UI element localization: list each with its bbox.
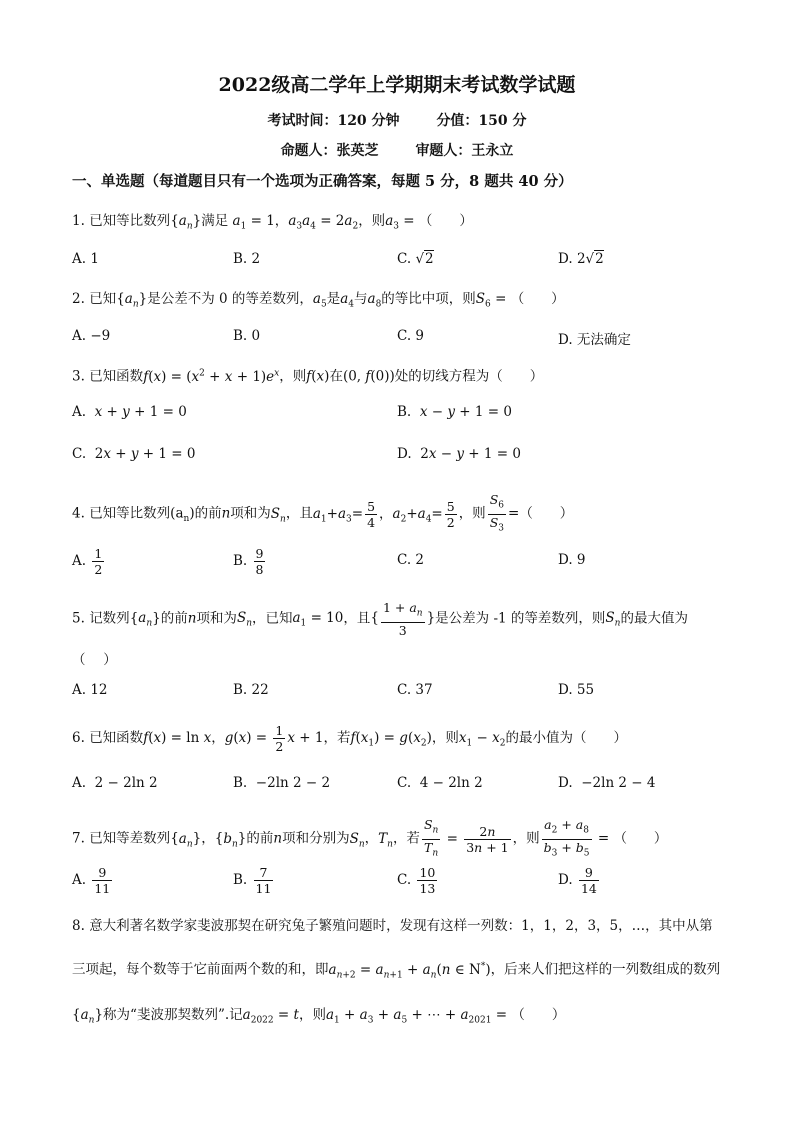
question-5: 5. 记数列$\{a_n\}$的前n项和为$S_n$，已知$a_1 = 10$，且{ $\frac{1 + a_n}{3}$ }是公差为 -1 的等差数列，则$S_n$的最大值为 <box>72 600 688 638</box>
q6-option-d: D. −2ln 2 − 4 <box>558 775 656 791</box>
exam-time: 考试时间：120 分钟 <box>267 113 400 129</box>
q4-option-a: A. $\frac{1}{2}$ <box>72 546 103 577</box>
question-3: 3. 已知函数$f(x) = (x^2 + x + 1)e^x$，则f(x)在(0, f(0))处的切线方程为（ ） <box>72 368 544 385</box>
q3-option-c: C. 2x + y + 1 = 0 <box>72 446 196 462</box>
q1-option-b: B. 2 <box>233 251 261 267</box>
q3-option-b: B. x − y + 1 = 0 <box>397 404 512 420</box>
q6-option-b: B. −2ln 2 − 2 <box>233 775 331 791</box>
q5-option-d: D. 55 <box>558 682 595 698</box>
q5-option-c: C. 37 <box>397 682 433 698</box>
exam-title: 2022级高二学年上学期期末考试数学试题 <box>218 74 576 96</box>
q7-option-d: D. $\frac{9}{14}$ <box>558 865 597 896</box>
exam-author: 命题人：张英芝 <box>280 143 379 159</box>
q5-option-a: A. 12 <box>72 682 108 698</box>
q5-option-b: B. 22 <box>233 682 269 698</box>
q3-option-d: D. 2x − y + 1 = 0 <box>397 446 521 462</box>
exam-meta-line-1 <box>0 110 794 130</box>
question-7: 7. 已知等差数列$\{a_n\}$，$\{b_n\}$的前n项和分别为$S_n$，$T_n$，若 $\frac{S_n}{T_n}$ = $\frac{2n}{3n + 1}$ ，则 $\frac{a_2 + a_8}{b_3 + b_5}$ = （ ） <box>72 817 668 858</box>
section-title: 一、单选题（每道题目只有一个选项为正确答案，每题 5 分，8 题共 40 分） <box>72 173 573 190</box>
math-cond: $a_1 = 1$，$a_3a_4 = 2a_2$ <box>232 213 359 232</box>
q2-option-a: A. −9 <box>72 328 111 344</box>
q4-option-b: B. $\frac{9}{8}$ <box>233 546 264 577</box>
exam-meta-line-2 <box>0 140 794 160</box>
q2-option-c: C. 9 <box>397 328 425 344</box>
question-1: 1. 已知等比数列$\{a_n\}$满足 $a_1 = 1$，$a_3a_4 = 2a_2$，则$a_3$ = （ ） <box>72 213 473 232</box>
question-5-tail: （ ） <box>72 652 117 668</box>
math-seq: $\{a_n\}$ <box>170 213 202 232</box>
q7-option-a: A. $\frac{9}{11}$ <box>72 865 111 896</box>
q1-option-a: A. 1 <box>72 251 99 267</box>
q7-option-b: B. $\frac{7}{11}$ <box>233 865 272 896</box>
q6-option-c: C. 4 − 2ln 2 <box>397 775 483 791</box>
q4-option-c: C. 2 <box>397 552 425 568</box>
question-2: 2. 已知$\{a_n\}$是公差不为 0 的等差数列，$a_5$是$a_4$与$a_8$的等比中项，则$S_6$ = （ ） <box>72 291 565 310</box>
exam-reviewer: 审题人：王永立 <box>415 143 514 159</box>
q2-option-d: D. 无法确定 <box>558 332 631 348</box>
question-4: 4. 已知等比数列$(a_n)$的前n项和为$S_n$，且$a_1+a_3=$ $\frac{5}{4}$ ，$a_2+a_4=$ $\frac{5}{2}$ ，则 $\frac{S_6}{S_3}$ =（ ） <box>72 492 574 533</box>
q3-option-a: A. x + y + 1 = 0 <box>72 404 187 420</box>
question-6: 6. 已知函数f(x) = ln x，g(x) = $\frac{1}{2}$ x + 1，若$f(x_1) = g(x_2)$，则$x_1 - x_2$的最小值为（ ） <box>72 723 627 754</box>
q1-option-c: C. √2 <box>397 251 434 267</box>
q2-option-b: B. 0 <box>233 328 261 344</box>
question-8: 8. 意大利著名数学家斐波那契在研究兔子繁殖问题时，发现有这样一列数：1，1，2，3，5，…，其中从第三项起，每个数等于它前面两个数的和，即$a_{n+2} = a_{n+1} + a_n(n$ ∈ N*)，后来人们把这样的一列数组成的数列$\{a_n\}$称为“斐波那契数列”.记$a_{2022} = t$，则$a_1 + a_3 + a_5$ + ⋯ + $a_{2021}$ = （ ） <box>72 918 721 1026</box>
q4-option-d: D. 9 <box>558 552 586 568</box>
exam-score: 分值：150 分 <box>436 113 527 129</box>
q6-option-a: A. 2 − 2ln 2 <box>72 775 158 791</box>
q7-option-c: C. $\frac{10}{13}$ <box>397 865 436 896</box>
q1-option-d: D. 2√2 <box>558 251 604 267</box>
